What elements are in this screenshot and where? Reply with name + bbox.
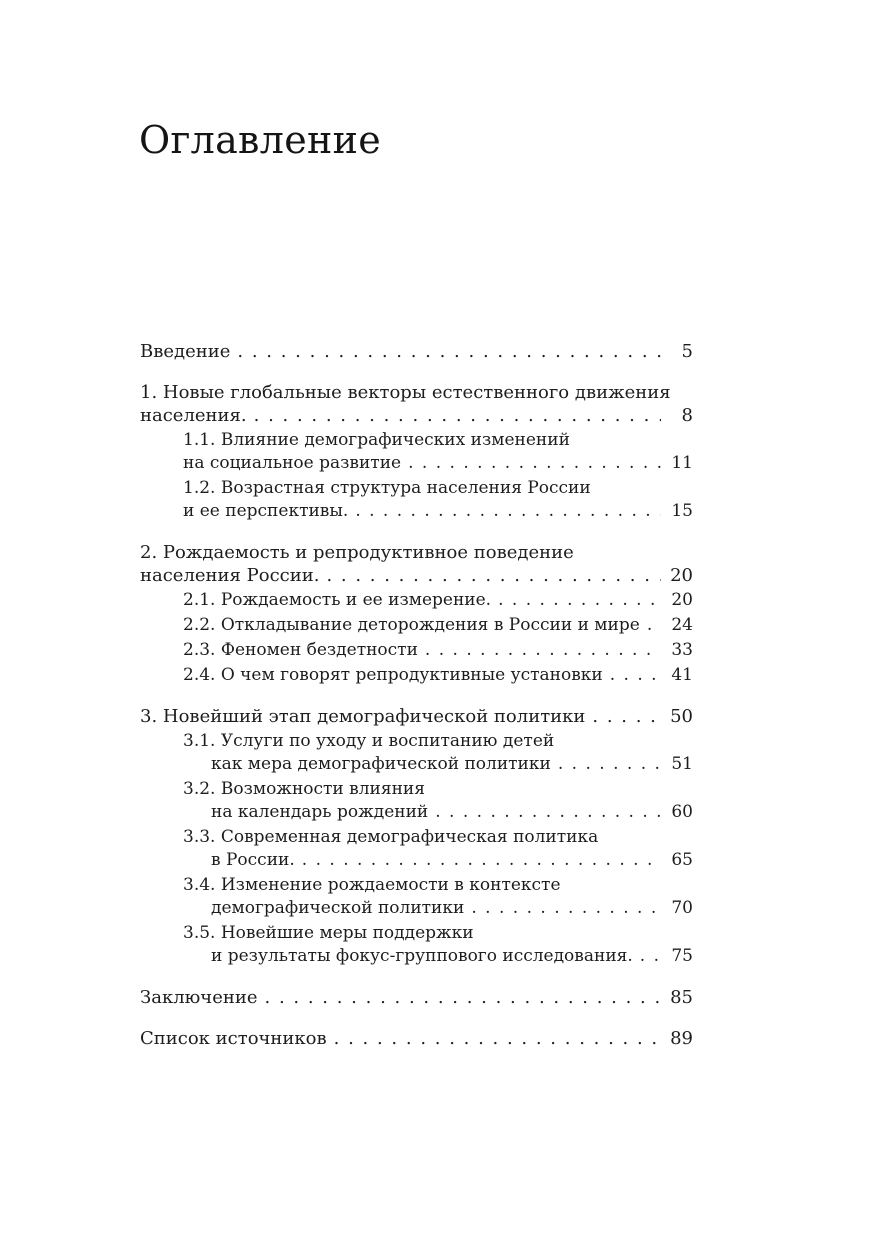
toc-page-number: 85 <box>670 987 693 1008</box>
dot-leader <box>640 945 661 968</box>
toc-entry-last-line <box>183 897 693 920</box>
toc-page-number: 65 <box>671 850 693 870</box>
toc-entry <box>140 614 693 637</box>
toc-entry <box>140 730 693 776</box>
toc-entry-text: демографической политики <box>211 898 465 918</box>
toc-entry-text: и ее перспективы. <box>183 501 349 521</box>
toc-entry-line: 1.1. Влияние демографических изменений <box>183 430 570 450</box>
toc-entry-text: на социальное развитие <box>183 453 402 473</box>
toc-page-number: 41 <box>671 665 693 685</box>
toc-entry-text: как мера демографической политики <box>211 754 551 774</box>
toc-entry-text: 3. Новейший этап демографической политики <box>140 706 586 727</box>
toc-entry-last-line <box>183 452 693 475</box>
dot-leader <box>408 452 661 475</box>
toc-entry-text: на календарь рождений <box>211 802 429 822</box>
toc-entry-line: 3.1. Услуги по уходу и воспитанию детей <box>183 731 555 751</box>
toc-entry <box>140 589 693 612</box>
toc-page-number: 8 <box>681 405 693 426</box>
toc-entry-lines <box>140 381 693 404</box>
toc-entry <box>140 639 693 662</box>
toc-page-number: 75 <box>671 946 693 966</box>
toc-entry <box>140 922 693 968</box>
toc-entry-last-line <box>183 849 693 872</box>
toc-entry-lines <box>183 429 693 452</box>
toc-entry-text: 2.3. Феномен бездетности <box>183 640 418 660</box>
toc-entry <box>140 381 693 427</box>
toc-entry-line: 3.2. Возможности влияния <box>183 779 425 799</box>
dot-leader <box>265 986 661 1009</box>
dot-leader <box>326 564 661 587</box>
toc-entry-last-line <box>140 564 693 587</box>
toc-entry-lines <box>183 874 693 897</box>
toc-entry-text: 2.2. Откладывание деторождения в России и мире <box>183 615 640 635</box>
toc-entry-text: Введение <box>140 341 231 362</box>
toc-entry-last-line <box>183 500 693 523</box>
toc-entry <box>140 705 693 728</box>
toc-page-number: 89 <box>670 1028 693 1049</box>
toc-entry <box>140 986 693 1009</box>
toc-entry-text: и результаты фокус-группового исследования. <box>211 946 633 966</box>
toc-page-number: 5 <box>681 341 693 362</box>
dot-leader <box>610 664 661 687</box>
toc-entry-lines <box>140 541 693 564</box>
toc-page-number: 70 <box>671 898 693 918</box>
dot-leader <box>498 589 661 612</box>
toc-entry-last-line <box>140 340 693 363</box>
toc-entry-lines <box>183 778 693 801</box>
toc-entry-lines <box>183 477 693 500</box>
toc-entry <box>140 826 693 872</box>
toc-entry-lines <box>183 922 693 945</box>
toc-entry <box>140 340 693 363</box>
toc-page-number: 20 <box>670 565 693 586</box>
toc-entry-text: Заключение <box>140 987 258 1008</box>
toc-page-number: 15 <box>671 501 693 521</box>
toc-page-number: 33 <box>671 640 693 660</box>
toc-entry-last-line <box>183 753 693 776</box>
toc-entry-last-line <box>183 801 693 824</box>
toc-page-number: 51 <box>671 754 693 774</box>
toc-entry <box>140 874 693 920</box>
toc-page-number: 11 <box>671 453 693 473</box>
toc-entry-lines <box>183 730 693 753</box>
toc-entry-last-line <box>183 664 693 687</box>
toc-entry-text: населения России. <box>140 565 320 586</box>
dot-leader <box>254 404 661 427</box>
toc-entry-line: 3.4. Изменение рождаемости в контексте <box>183 875 561 895</box>
toc-entry <box>140 541 693 587</box>
toc-entry <box>140 429 693 475</box>
toc-entry-text: населения. <box>140 405 247 426</box>
toc-entry-last-line <box>140 705 693 728</box>
toc-entry <box>140 778 693 824</box>
dot-leader <box>355 500 661 523</box>
dot-leader <box>302 849 661 872</box>
toc-entry-line: 1. Новые глобальные векторы естественного движения <box>140 382 671 403</box>
dot-leader <box>592 705 661 728</box>
toc-entry <box>140 477 693 523</box>
dot-leader <box>558 753 661 776</box>
toc-entry-last-line <box>183 589 693 612</box>
page-title: Оглавление <box>139 118 382 162</box>
toc-entry-line: 3.3. Современная демографическая политика <box>183 827 599 847</box>
toc-entry-text: Список источников <box>140 1028 327 1049</box>
toc-entry-text: 2.4. О чем говорят репродуктивные установки <box>183 665 603 685</box>
dot-leader <box>237 340 661 363</box>
toc-entry-last-line <box>183 945 693 968</box>
dot-leader <box>471 897 661 920</box>
dot-leader <box>647 614 661 637</box>
toc-entry-last-line <box>183 639 693 662</box>
toc-entry <box>140 1027 693 1050</box>
toc-page-number: 50 <box>670 706 693 727</box>
dot-leader <box>425 639 661 662</box>
toc-entry-last-line <box>183 614 693 637</box>
toc-entry-last-line <box>140 986 693 1009</box>
toc-page-number: 60 <box>671 802 693 822</box>
toc-entry-last-line <box>140 1027 693 1050</box>
toc-entry-line: 1.2. Возрастная структура населения России <box>183 478 591 498</box>
toc-entry-last-line <box>140 404 693 427</box>
toc-entry-line: 3.5. Новейшие меры поддержки <box>183 923 474 943</box>
table-of-contents <box>140 340 693 1050</box>
toc-entry-text: в России. <box>211 850 295 870</box>
toc-entry-lines <box>183 826 693 849</box>
toc-page-number: 20 <box>671 590 693 610</box>
dot-leader <box>435 801 661 824</box>
toc-page-number: 24 <box>671 615 693 635</box>
toc-entry <box>140 664 693 687</box>
toc-entry-line: 2. Рождаемость и репродуктивное поведение <box>140 542 574 563</box>
toc-entry-text: 2.1. Рождаемость и ее измерение. <box>183 590 492 610</box>
dot-leader <box>334 1027 661 1050</box>
